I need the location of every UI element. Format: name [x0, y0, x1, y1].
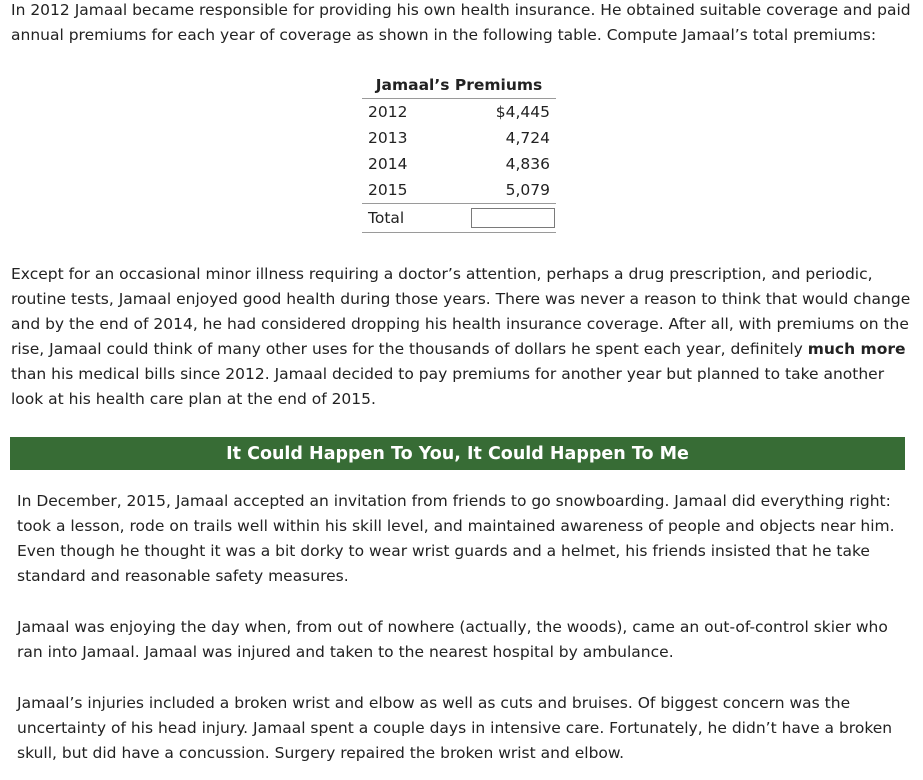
- emphasis-text: much more: [807, 340, 906, 358]
- story-paragraph-1: In December, 2015, Jamaal accepted an invitation from friends to go snowboarding. Jamaal did everything right: took a lesson, rode on trails well within his skill level, and maintained awareness of people and objects near him. Even though he thought it was a bit dorky to wear wrist guards and a helmet, his friends insisted that he take standard and reasonable safety measures.: [17, 492, 895, 585]
- amount-cell: $4,445: [495, 103, 550, 121]
- section-heading-banner: [10, 437, 905, 470]
- premiums-table: [362, 72, 556, 233]
- total-input[interactable]: [471, 208, 555, 228]
- year-cell: 2015: [368, 181, 408, 199]
- year-cell: 2013: [368, 129, 408, 147]
- table-row: [362, 151, 556, 177]
- story-paragraph-3: Jamaal’s injuries included a broken wrist and elbow as well as cuts and bruises. Of biggest concern was the uncertainty of his head injury. Jamaal spent a couple days in intensive care. Fortunately, he didn’t have a broken skull, but did have a concussion. Surgery repaired the broken wrist and elbow.: [17, 694, 893, 762]
- paragraph-text-start: Except for an occasional minor illness requiring a doctor’s attention, perhaps a drug prescription, and periodic, routine tests, Jamaal enjoyed good health during those years. There was never a reason to think that would change and by the end of 2014, he had considered dropping his health insurance coverage. After all, with premiums on the rise, Jamaal could think of many other uses for the thousands of dollars he spent each year, definitely: [11, 265, 911, 358]
- total-label: Total: [368, 209, 405, 227]
- amount-cell: 4,836: [505, 155, 550, 173]
- year-cell: 2012: [368, 103, 408, 121]
- table-row: [362, 125, 556, 151]
- section-heading: It Could Happen To You, It Could Happen To Me: [226, 443, 689, 464]
- intro-paragraph: In 2012 Jamaal became responsible for providing his own health insurance. He obtained suitable coverage and paid annual premiums for each year of coverage as shown in the following table. Compute Jamaal’s total premiums:: [11, 1, 911, 44]
- paragraph-text-end: than his medical bills since 2012. Jamaal decided to pay premiums for another year but planned to take another look at his health care plan at the end of 2015.: [11, 365, 885, 408]
- amount-cell: 4,724: [505, 129, 550, 147]
- amount-cell: 5,079: [505, 181, 550, 199]
- table-row: [362, 177, 556, 203]
- year-cell: 2014: [368, 155, 408, 173]
- table-row: [362, 99, 556, 125]
- health-history-paragraph: [11, 262, 916, 412]
- story-paragraph-2: Jamaal was enjoying the day when, from out of nowhere (actually, the woods), came an out-of-control skier who ran into Jamaal. Jamaal was injured and taken to the nearest hospital by ambulance.: [17, 618, 888, 661]
- table-title: Jamaal’s Premiums: [375, 76, 543, 94]
- total-row: [362, 203, 556, 233]
